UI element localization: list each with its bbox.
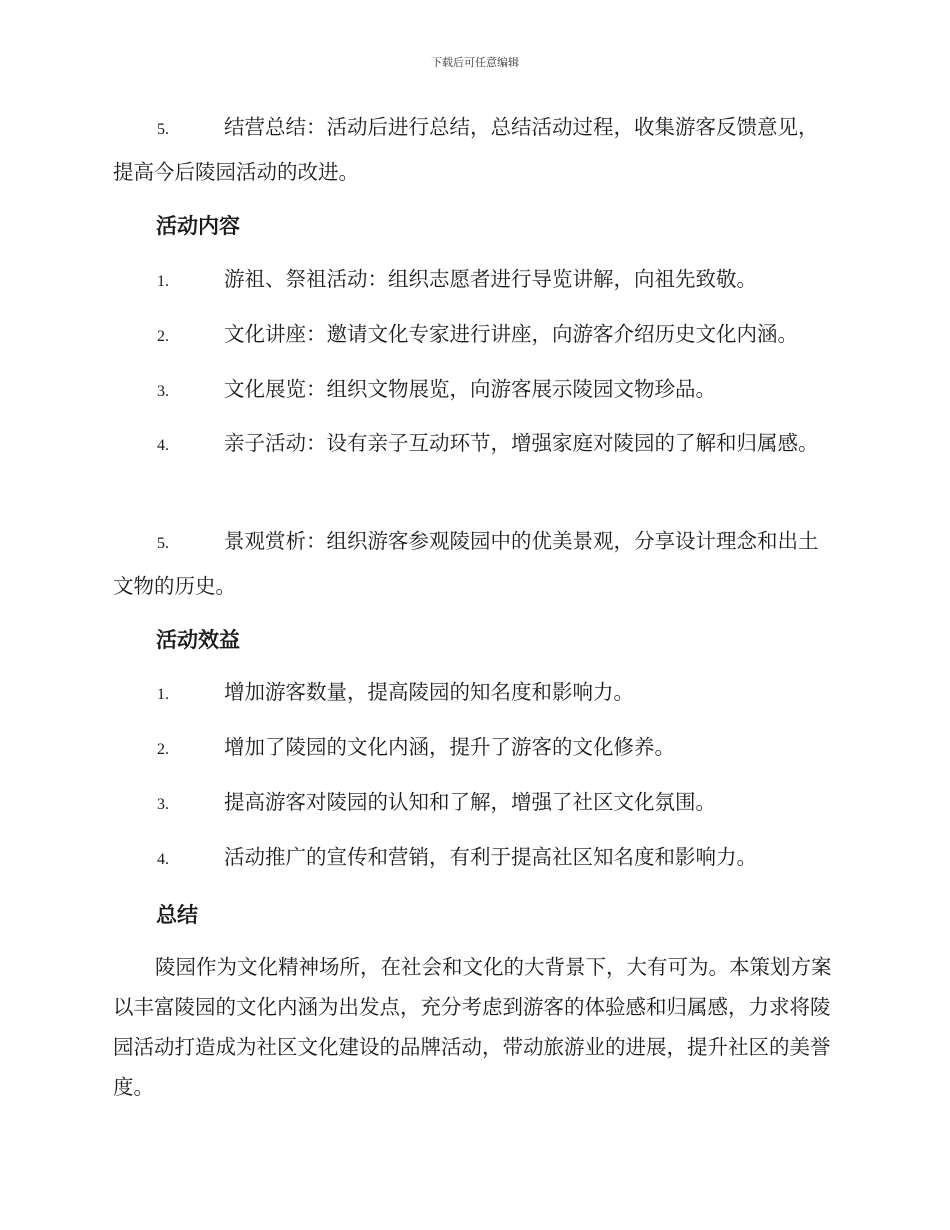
item-number: 5. [157, 121, 169, 138]
item-number: 1. [157, 273, 169, 290]
item-number: 3. [157, 383, 169, 400]
list-item [113, 368, 835, 413]
section-heading: 活动内容 [156, 214, 240, 238]
list-item [113, 520, 835, 607]
item-number: 3. [157, 796, 169, 813]
item-text: 活动推广的宣传和营销，有利于提高社区知名度和影响力。 [224, 845, 757, 869]
item-number: 2. [157, 328, 169, 345]
item-text: 文化展览：组织文物展览，向游客展示陵园文物珍品。 [224, 377, 716, 401]
item-text: 景观赏析：组织游客参观陵园中的优美景观，分享设计理念和出土文物的历史。 [113, 529, 819, 598]
item-text: 结营总结：活动后进行总结，总结活动过程，收集游客反馈意见，提高今后陵园活动的改进。 [113, 115, 819, 184]
item-text: 增加了陵园的文化内涵，提升了游客的文化修养。 [224, 735, 675, 759]
item-number: 4. [157, 437, 169, 454]
list-item [113, 836, 835, 881]
item-number: 5. [157, 535, 169, 552]
list-item [113, 106, 835, 193]
list-item [113, 781, 835, 826]
section-heading: 总结 [156, 903, 198, 927]
summary-paragraph: 陵园作为文化精神场所，在社会和文化的大背景下，大有可为。本策划方案以丰富陵园的文化内涵为出发点，充分考虑到游客的体验感和归属感，力求将陵园活动打造成为社区文化建设的品牌活动，带动旅游业的进展，提升社区的美誉度。 [113, 955, 832, 1099]
item-text: 游祖、祭祖活动：组织志愿者进行导览讲解，向祖先致敬。 [224, 267, 757, 291]
section-heading: 活动效益 [156, 628, 240, 652]
item-number: 1. [157, 686, 169, 703]
item-number: 2. [157, 741, 169, 758]
page-header: 下载后可任意编辑 [431, 56, 519, 69]
item-text: 文化讲座：邀请文化专家进行讲座，向游客介绍历史文化内涵。 [224, 322, 798, 346]
item-text: 提高游客对陵园的认知和了解，增强了社区文化氛围。 [224, 790, 716, 814]
list-item [113, 258, 835, 303]
list-item [113, 726, 835, 771]
list-item [113, 313, 835, 358]
list-item [113, 671, 835, 716]
item-number: 4. [157, 851, 169, 868]
item-text: 增加游客数量，提高陵园的知名度和影响力。 [224, 680, 634, 704]
list-item [113, 422, 835, 467]
item-text: 亲子活动：设有亲子互动环节，增强家庭对陵园的了解和归属感。 [224, 431, 819, 455]
